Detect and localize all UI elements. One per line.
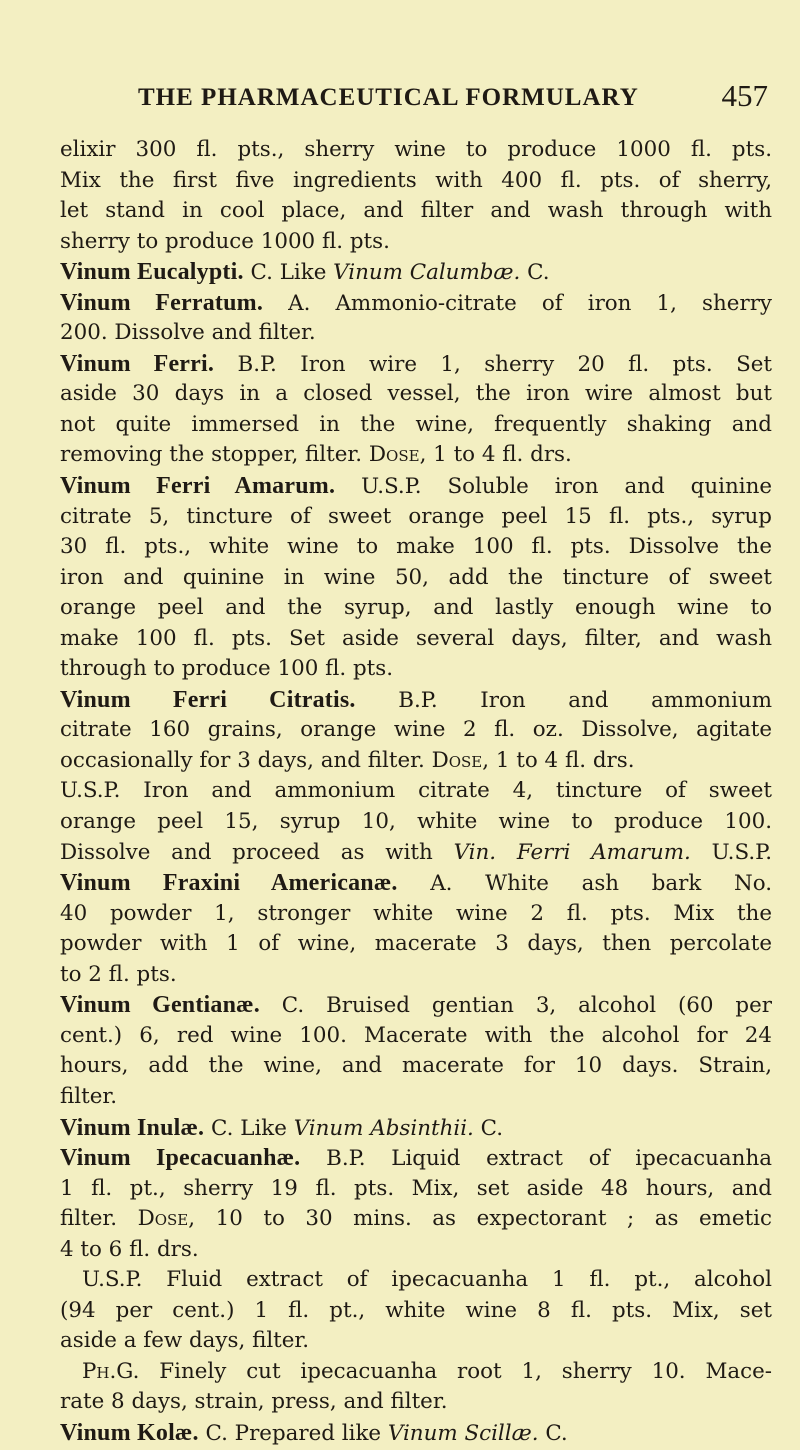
text-run: C. (538, 1420, 568, 1446)
text-line (60, 838, 772, 869)
text-run: to 2 fl. pts. (60, 961, 177, 987)
page-number: 457 (721, 78, 768, 113)
entry-heading: Vinum Ferratum. (60, 289, 264, 316)
text-run: Dose (431, 747, 483, 773)
text-line (60, 899, 772, 930)
text-run: powder with 1 of wine, macerate 3 days, then percolate (60, 931, 772, 957)
entry-heading: Vinum Fraxini Americanæ. (60, 870, 398, 897)
text-run: A. Ammonio-citrate of iron 1, sherry (263, 290, 772, 316)
text-run: 40 powder 1, stronger white wine 2 fl. pts. Mix the (60, 900, 772, 926)
text-run: aside a few days, filter. (60, 1328, 310, 1354)
text-line (60, 1174, 772, 1205)
text-run: B.P. Iron and ammonium (355, 687, 772, 713)
text-line (60, 868, 772, 899)
text-line (60, 685, 772, 716)
text-line (60, 746, 772, 777)
text-run: filter. (60, 1206, 138, 1232)
entry-heading: Vinum Kolæ. (60, 1419, 199, 1446)
text-run: hours, add the wine, and macerate for 10 days. Strain, (60, 1053, 772, 1079)
text-line (60, 1235, 772, 1266)
text-run: C. (473, 1115, 504, 1141)
text-run: U.S.P. Soluble iron and quinine (335, 474, 773, 500)
text-line (60, 288, 772, 319)
text-run: Dose (368, 442, 420, 468)
text-line (60, 410, 772, 441)
text-run: 30 fl. pts., white wine to make 100 fl. pts. Dissolve the (60, 534, 772, 560)
text-line (60, 929, 772, 960)
text-run: Mix the first five ingredients with 400 fl. pts. of sherry, (60, 167, 772, 193)
text-line (60, 624, 772, 655)
text-run: C. Bruised gentian 3, alcohol (60 per (259, 993, 772, 1019)
text-line (60, 1265, 772, 1296)
entry-heading: Vinum Gentianæ. (60, 992, 260, 1019)
text-line (60, 1143, 772, 1174)
text-line (60, 349, 772, 380)
text-line (60, 1082, 772, 1113)
text-line (60, 135, 772, 166)
entry-heading: Vinum Ipecacuanhæ. (60, 1145, 301, 1172)
text-line (60, 990, 772, 1021)
text-run: U.S.P. Fluid extract of ipecacuanha 1 fl. pt., alcohol (82, 1267, 772, 1293)
text-run: Dissolve and proceed as with (60, 839, 454, 865)
text-run: filter. (60, 1083, 118, 1109)
text-line (60, 1051, 772, 1082)
text-line (60, 1418, 772, 1449)
text-line (60, 1204, 772, 1235)
text-run: 4 to 6 fl. drs. (60, 1236, 199, 1262)
text-run: C. (520, 260, 550, 286)
text-line (60, 563, 772, 594)
text-line (60, 960, 772, 991)
text-run: , 10 to 30 mins. as expectorant ; as emetic (188, 1206, 772, 1232)
entry-heading: Vinum Ferri. (60, 350, 215, 377)
entry-heading: Vinum Inulæ. (60, 1114, 205, 1141)
text-run: A. White ash bark No. (397, 871, 773, 897)
text-run: rate 8 days, strain, press, and filter. (60, 1389, 448, 1415)
entry-heading: Vinum Ferri Citratis. (60, 686, 356, 713)
text-line (60, 715, 772, 746)
text-run: U.S.P. Iron and ammonium citrate 4, tincture of sweet (60, 778, 772, 804)
text-run: not quite immersed in the wine, frequently shaking and (60, 411, 772, 437)
cross-reference: Vinum Scillæ. (387, 1420, 539, 1446)
formulary-text (60, 135, 772, 1449)
text-run: aside 30 days in a closed vessel, the iron wire almost but (60, 381, 772, 407)
text-run: , 1 to 4 fl. drs. (482, 747, 635, 773)
text-run: Finely cut ipecacuanha root 1, sherry 10. Mace- (139, 1358, 772, 1384)
text-line (60, 1326, 772, 1357)
text-run: B.P. Liquid extract of ipecacuanha (300, 1146, 772, 1172)
text-run: orange peel and the syrup, and lastly enough wine to (60, 595, 772, 621)
entry-heading: Vinum Eucalypti. (60, 259, 244, 286)
text-line (60, 1021, 772, 1052)
cross-reference: Vin. Ferri Amarum. (453, 839, 691, 865)
text-run: , 1 to 4 fl. drs. (419, 442, 572, 468)
text-run: B.P. Iron wire 1, sherry 20 fl. pts. Set (214, 351, 772, 377)
text-run: occasionally for 3 days, and filter. (60, 747, 432, 773)
text-run: iron and quinine in wine 50, add the tincture of sweet (60, 564, 772, 590)
text-run: removing the stopper, filter. (60, 442, 369, 468)
text-run: Ph.G. (82, 1358, 140, 1384)
text-line (60, 532, 772, 563)
text-run: U.S.P. (690, 839, 772, 865)
text-run: elixir 300 fl. pts., sherry wine to produce 1000 fl. pts. (60, 137, 772, 162)
text-line (60, 1296, 772, 1327)
text-run: C. Prepared like (198, 1420, 388, 1446)
text-line (60, 1357, 772, 1388)
text-line (60, 196, 772, 227)
text-run: citrate 5, tincture of sweet orange peel 15 fl. pts., syrup (60, 503, 772, 529)
page-header (0, 78, 800, 118)
text-run: cent.) 6, red wine 100. Macerate with the alcohol for 24 (60, 1022, 772, 1048)
text-line (60, 1387, 772, 1418)
text-line (60, 1113, 772, 1144)
text-run: citrate 160 grains, orange wine 2 fl. oz. Dissolve, agitate (60, 717, 772, 743)
text-run: C. Like (243, 260, 334, 286)
entry-heading: Vinum Ferri Amarum. (60, 473, 336, 500)
text-run: (94 per cent.) 1 fl. pt., white wine 8 fl. pts. Mix, set (60, 1297, 772, 1323)
text-run: orange peel 15, syrup 10, white wine to produce 100. (60, 809, 772, 835)
text-line (60, 318, 772, 349)
text-line (60, 257, 772, 288)
text-run: 200. Dissolve and filter. (60, 320, 316, 346)
text-line (60, 654, 772, 685)
text-run: Dose (137, 1206, 189, 1232)
text-run: let stand in cool place, and filter and wash through with (60, 198, 772, 224)
text-run: 1 fl. pt., sherry 19 fl. pts. Mix, set aside 48 hours, and (60, 1175, 772, 1201)
text-run: C. Like (204, 1115, 294, 1141)
cross-reference: Vinum Absinthii. (293, 1115, 474, 1141)
text-line (60, 502, 772, 533)
text-line (60, 379, 772, 410)
running-title: THE PHARMACEUTICAL FORMULARY (138, 84, 639, 111)
text-line (60, 471, 772, 502)
text-line (60, 593, 772, 624)
text-line (60, 440, 772, 471)
text-run: through to produce 100 fl. pts. (60, 656, 394, 682)
cross-reference: Vinum Calumbæ. (333, 260, 521, 286)
text-line (60, 166, 772, 197)
text-line (60, 807, 772, 838)
text-line (60, 776, 772, 807)
text-line (60, 227, 772, 258)
text-run: sherry to produce 1000 fl. pts. (60, 228, 390, 254)
text-run: make 100 fl. pts. Set aside several days, filter, and wash (60, 625, 772, 651)
